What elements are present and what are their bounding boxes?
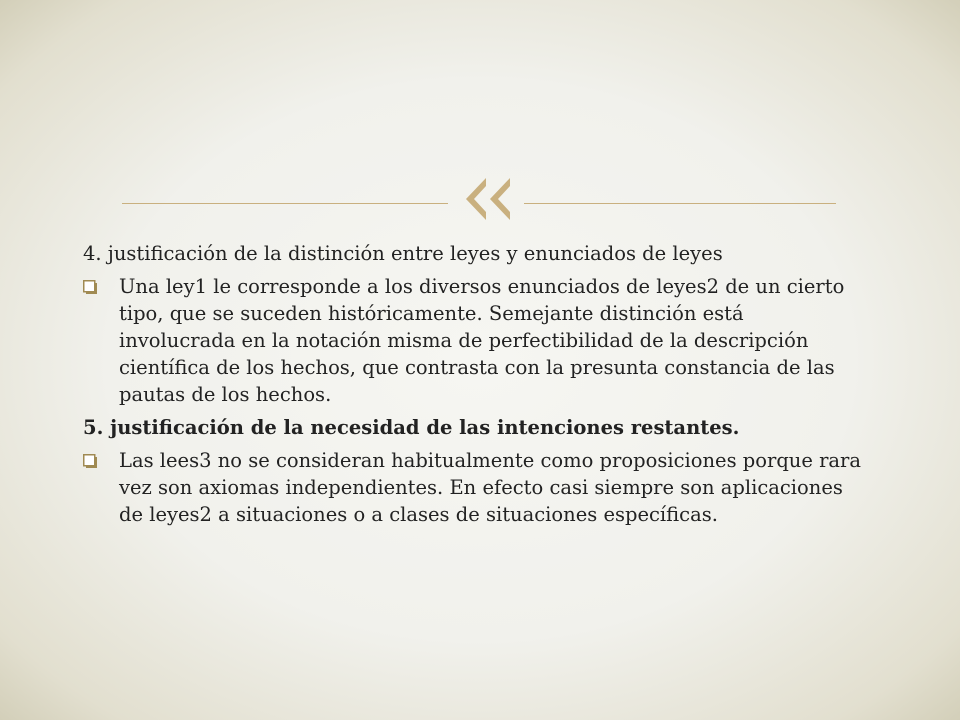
bullet-item: [83, 273, 863, 408]
hollow-square-bullet-icon: [83, 280, 97, 294]
header-divider-right: [524, 203, 836, 204]
header-divider-left: [122, 203, 448, 204]
bullet-item: [83, 447, 863, 528]
slide-body: [83, 240, 863, 534]
double-angle-quote-ornament-icon: [448, 172, 524, 226]
bullet-text: Una ley1 le corresponde a los diversos enunciados de leyes2 de un cierto tipo, que se suceden históricamente. Semejante distinción está involucrada en la notación misma de perfectibilidad de la descripción científica de los hechos, que contrasta con la presunta constancia de las pautas de los hechos.: [119, 275, 845, 406]
hollow-square-bullet-icon: [83, 454, 97, 468]
section-heading-5: 5. justificación de la necesidad de las intenciones restantes.: [83, 416, 740, 439]
section-heading-4: 4. justificación de la distinción entre leyes y enunciados de leyes: [83, 242, 723, 265]
bullet-text: Las lees3 no se consideran habitualmente como proposiciones porque rara vez son axiomas independientes. En efecto casi siempre son aplicaciones de leyes2 a situaciones o a clases de situaciones específicas.: [119, 449, 861, 526]
